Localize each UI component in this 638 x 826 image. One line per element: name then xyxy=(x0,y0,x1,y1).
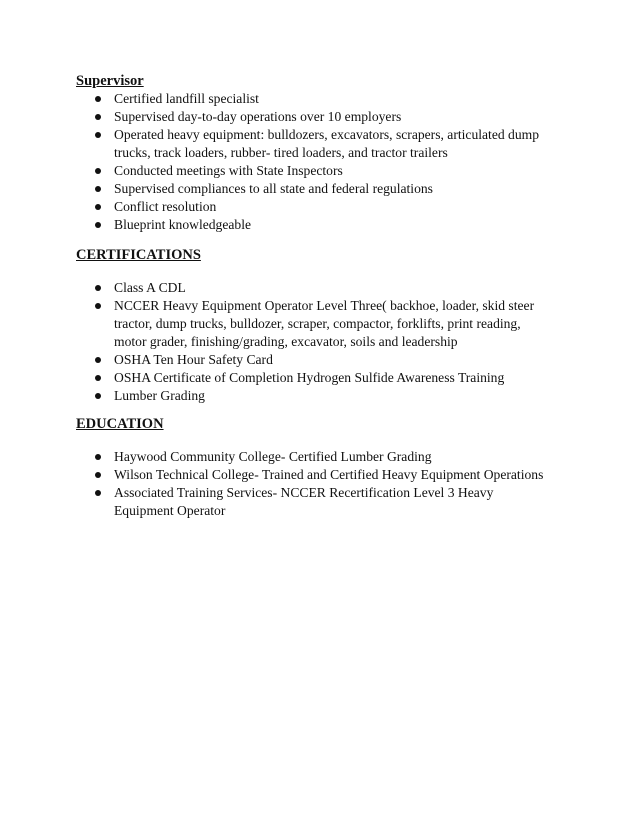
section-heading-certifications: CERTIFICATIONS xyxy=(76,247,201,263)
list-item-text: Conducted meetings with State Inspectors xyxy=(114,163,343,178)
list-item xyxy=(76,387,546,405)
section-heading-education: EDUCATION xyxy=(76,416,164,432)
list-item-text: Lumber Grading xyxy=(114,388,205,403)
certifications-section xyxy=(76,246,546,405)
bullet-icon xyxy=(95,222,101,228)
supervisor-section xyxy=(76,72,546,234)
list-item xyxy=(76,126,546,162)
list-item xyxy=(76,279,546,297)
bullet-icon xyxy=(95,454,101,460)
bullet-icon xyxy=(95,375,101,381)
list-item xyxy=(76,198,546,216)
list-item xyxy=(76,180,546,198)
list-item-text: Haywood Community College- Certified Lumber Grading xyxy=(114,449,432,464)
section-heading-supervisor: Supervisor xyxy=(76,73,144,89)
list-item xyxy=(76,448,546,466)
list-item xyxy=(76,108,546,126)
list-item xyxy=(76,484,546,520)
education-list xyxy=(76,448,546,520)
certifications-list xyxy=(76,279,546,405)
bullet-icon xyxy=(95,472,101,478)
bullet-icon xyxy=(95,393,101,399)
list-item xyxy=(76,351,546,369)
bullet-icon xyxy=(95,285,101,291)
bullet-icon xyxy=(95,490,101,496)
list-item-text: Supervised compliances to all state and federal regulations xyxy=(114,181,433,196)
bullet-icon xyxy=(95,132,101,138)
list-item-text: Supervised day-to-day operations over 10 employers xyxy=(114,109,402,124)
list-item-text: Associated Training Services- NCCER Recertification Level 3 Heavy Equipment Operator xyxy=(114,485,494,518)
bullet-icon xyxy=(95,303,101,309)
list-item xyxy=(76,216,546,234)
list-item-text: OSHA Certificate of Completion Hydrogen Sulfide Awareness Training xyxy=(114,370,505,385)
list-item-text: OSHA Ten Hour Safety Card xyxy=(114,352,273,367)
list-item-text: Operated heavy equipment: bulldozers, excavators, scrapers, articulated dump trucks, track loaders, rubber- tired loaders, and tractor trailers xyxy=(114,127,540,160)
bullet-icon xyxy=(95,96,101,102)
list-item-text: Wilson Technical College- Trained and Certified Heavy Equipment Operations xyxy=(114,467,544,482)
list-item-text: Conflict resolution xyxy=(114,199,217,214)
list-item-text: NCCER Heavy Equipment Operator Level Three( backhoe, loader, skid steer tractor, dump trucks, bulldozer, scraper, compactor, forklifts, print reading, motor grader, finishing/grading, excavator, soils and leadership xyxy=(114,298,535,349)
list-item xyxy=(76,369,546,387)
list-item-text: Blueprint knowledgeable xyxy=(114,217,252,232)
list-item-text: Class A CDL xyxy=(114,280,186,295)
bullet-icon xyxy=(95,186,101,192)
list-item xyxy=(76,297,546,351)
bullet-icon xyxy=(95,114,101,120)
list-item-text: Certified landfill specialist xyxy=(114,91,259,106)
bullet-icon xyxy=(95,357,101,363)
bullet-icon xyxy=(95,204,101,210)
list-item xyxy=(76,466,546,484)
list-item xyxy=(76,162,546,180)
list-item xyxy=(76,90,546,108)
supervisor-list xyxy=(76,90,546,234)
bullet-icon xyxy=(95,168,101,174)
education-section xyxy=(76,415,546,520)
